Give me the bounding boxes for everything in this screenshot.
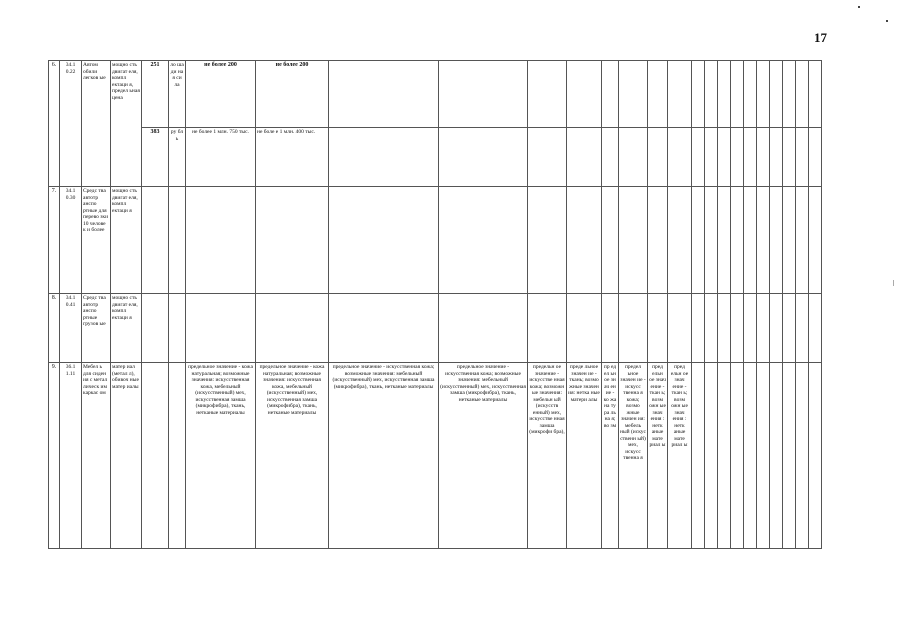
scan-mark [893,280,894,286]
okpd-code: 34.1 0.22 [60,61,82,187]
requirements-table [48,60,822,549]
table-row [49,363,822,549]
page-number: 17 [814,30,827,45]
row-number: 7. [49,187,60,294]
scan-mark [858,6,860,8]
item-name: Средс тва автотр анспо ртные для перево зки 10 челове к и более [82,187,111,294]
base-value: не более 200 [186,61,256,128]
table-row [49,128,822,187]
item-name: Средс тва автотр анспо ртные грузов ые [82,294,111,363]
item-name: Мебел ь для сиден ия с метал лическ им каркас ом [82,363,111,549]
base-value: не более 1 млн. 750 тыс. [186,128,256,187]
row-number: 8. [49,294,60,363]
value-cell: предельное значение - искусственная кожа; возможные значения: мебельный (искусственный) мех, искусственная замша (микрофибра), ткань, нетканые материалы [329,363,439,549]
unit-name: ру бл ь [169,128,186,187]
value-cell: преде льное значен ие - ткань; возмо жные значен ия: нетка ные матери алы [567,363,602,549]
table-row [49,61,822,128]
row-number: 9. [49,363,60,549]
value-cell: предельн ое значение - искусстве нная кожа; возможн ые значения: мебельн ый (искусств енный) мех, искусстве нная замша (микрофи бра), [528,363,567,549]
okpd-code: 34.1 0.41 [60,294,82,363]
value-cell: пред ельн ое знач ение - ткан ь; возм ожн ые знач ения : нетк аные мате риал ы [668,363,692,549]
unit-name: ло ша ди на я си ла [169,61,186,128]
characteristic: мощно сть двигат еля, компл ектаци я, предел ьная цена [111,61,142,187]
characteristic: матер иал (метал л), обивоч ные матер иалы [111,363,142,549]
table-row [49,187,822,294]
value-cell: предельное значение - кожа натуральная; возможные значения: искусственная кожа, мебельный (искусственный) мех, искусственная замша (микрофибра), ткань, нетканые материалы [256,363,329,549]
table-row [49,294,822,363]
characteristic: мощно сть двигат еля, компл ектаци я [111,187,142,294]
unit-code: 383 [142,128,169,187]
row-number: 6. [49,61,60,187]
unit-code: 251 [142,61,169,128]
limit-value: не боле е 1 млн. 400 тыс. [256,128,329,187]
value-cell: предельное значение - искусственная кожа; возможные значения: мебельный (искусственный) мех, искусственная замша (микрофибра), ткань, нетканые материалы [439,363,528,549]
value-cell: предел ьное значен ие - искусс твенна я кожа; возмо жные значен ия: мебель ный (искус ственн ый) мех, искусс твенна я [619,363,648,549]
okpd-code: 34.1 0.30 [60,187,82,294]
value-cell: пред ельн ое знач ение - ткан ь; возм ожн ые знач ения : нетк аные мате риал ы [648,363,668,549]
value-cell: пр ед ел ьн ое зн ач ен ие - ко жа на ту ра ль на я; во зм [602,363,619,549]
limit-value: не более 200 [256,61,329,128]
scan-mark [886,20,888,22]
characteristic: мощно сть двигат еля, компл ектаци я [111,294,142,363]
value-cell: предельное значение - кожа натуральная; возможные значения: искусственная кожа, мебельный (искусственный) мех, искусственная замша (микрофибра), ткань, нетканые материалы [186,363,256,549]
okpd-code: 36.1 1.11 [60,363,82,549]
item-name: Автом обили легков ые [82,61,111,187]
